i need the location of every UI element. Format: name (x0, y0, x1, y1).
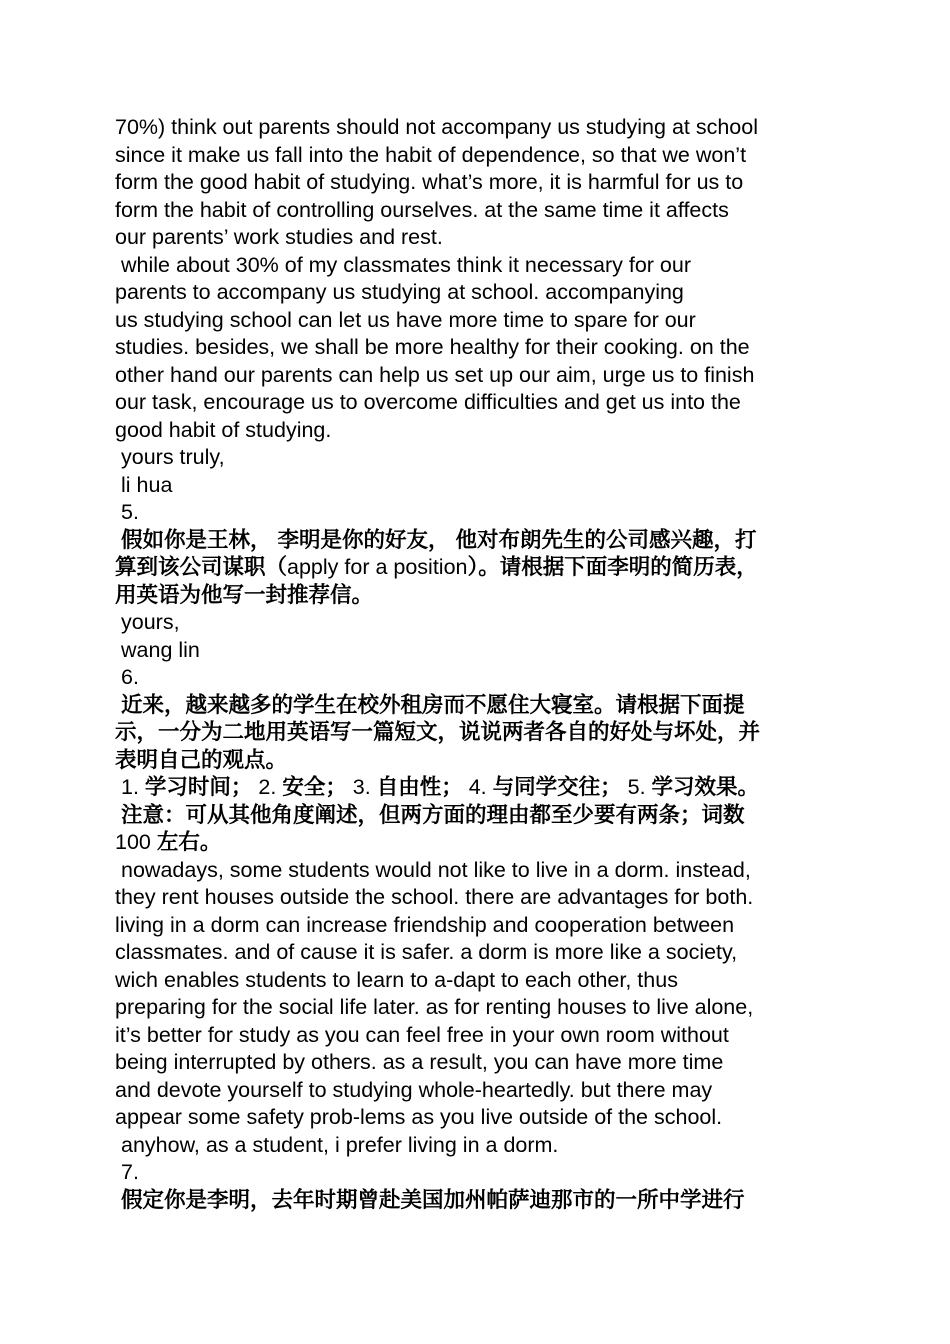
question-number: 5. (121, 500, 139, 524)
question-number: 7. (121, 1160, 139, 1184)
hint-segment: 4. (462, 775, 493, 799)
note-line: 注意：可从其他角度阐述，但两方面的理由都至少要有两条；词数 (121, 802, 745, 827)
text-line: anyhow, as a student, i prefer living in a dorm. (121, 1132, 559, 1157)
note-segment: 左右。 (156, 830, 222, 854)
text-line: nowadays, some students would not like to live in a dorm. instead, (121, 857, 751, 882)
signature-line: li hua (121, 472, 173, 497)
hint-segment: 自由性； (376, 775, 463, 799)
text-line: other hand our parents can help us set up our aim, urge us to finish (115, 362, 755, 387)
question-prompt-line: 假如你是王林， 李明是你的好友， 他对布朗先生的公司感兴趣，打 (121, 527, 757, 552)
text-line: appear some safety prob-lems as you live outside of the school. (115, 1105, 723, 1129)
hint-segment: 学习效果。 (651, 775, 760, 799)
text-line: while about 30% of my classmates think it necessary for our (121, 252, 692, 277)
hint-segment: 与同学交往； (492, 775, 622, 799)
hint-segment: 3. (346, 775, 377, 799)
text-line: preparing for the social life later. as for renting houses to live alone, (115, 995, 754, 1019)
text-line: since it make us fall into the habit of dependence, so that we won’t (115, 142, 747, 167)
hint-segment: 学习时间； (144, 775, 253, 799)
question-prompt-line (115, 554, 845, 582)
hint-segment: 安全； (282, 775, 347, 799)
question-prompt-line: 近来，越来越多的学生在校外租房而不愿住大寝室。请根据下面提 (121, 692, 745, 717)
hint-segment: 5. (621, 775, 652, 799)
text-line: us studying school can let us have more time to spare for our (115, 307, 696, 332)
text-line: good habit of studying. (115, 417, 332, 442)
text-line: 70%) think out parents should not accompany us studying at school (115, 115, 758, 139)
text-line: living in a dorm can increase friendship and cooperation between (115, 912, 735, 937)
prompt-segment: ）。请根据下面李明的简历表， (467, 555, 758, 579)
text-line: parents to accompany us studying at school. accompanying (115, 280, 684, 304)
text-line: classmates. and of cause it is safer. a dorm is more like a society, (115, 940, 738, 964)
text-line: they rent houses outside the school. there are advantages for both. (115, 885, 754, 909)
prompt-segment: 算到该公司谋职（ (115, 555, 288, 579)
signature-line: wang lin (121, 637, 200, 662)
question-prompt-line: 表明自己的观点。 (115, 747, 288, 772)
text-line: being interrupted by others. as a result, you can have more time (115, 1050, 724, 1074)
text-line: and devote yourself to studying whole-heartedly. but there may (115, 1077, 713, 1102)
hint-segment: 2. (252, 775, 283, 799)
hint-list-line (115, 774, 845, 802)
note-line (115, 829, 845, 857)
hint-segment: 1. (121, 775, 145, 799)
closing-line: yours, (121, 610, 180, 634)
closing-line: yours truly, (121, 445, 225, 469)
text-line: form the habit of controlling ourselves. at the same time it affects (115, 197, 729, 222)
document-page (115, 114, 845, 1214)
question-prompt-line: 示，一分为二地用英语写一篇短文，说说两者各自的好处与坏处，并 (115, 720, 761, 744)
prompt-segment: apply for a position (287, 555, 468, 579)
text-line: studies. besides, we shall be more healthy for their cooking. on the (115, 335, 750, 359)
question-prompt-line: 用英语为他写一封推荐信。 (115, 582, 374, 607)
text-line: our task, encourage us to overcome difficulties and get us into the (115, 390, 741, 414)
text-line: our parents’ work studies and rest. (115, 225, 443, 249)
text-line: it’s better for study as you can feel free in your own room without (115, 1022, 729, 1047)
note-segment: 100 (115, 830, 157, 854)
text-line: wich enables students to learn to a-dapt to each other, thus (115, 967, 678, 992)
text-line: form the good habit of studying. what’s more, it is harmful for us to (115, 170, 744, 194)
question-prompt-line: 假定你是李明，去年时期曾赴美国加州帕萨迪那市的一所中学进行 (121, 1187, 745, 1212)
question-number: 6. (121, 665, 139, 689)
